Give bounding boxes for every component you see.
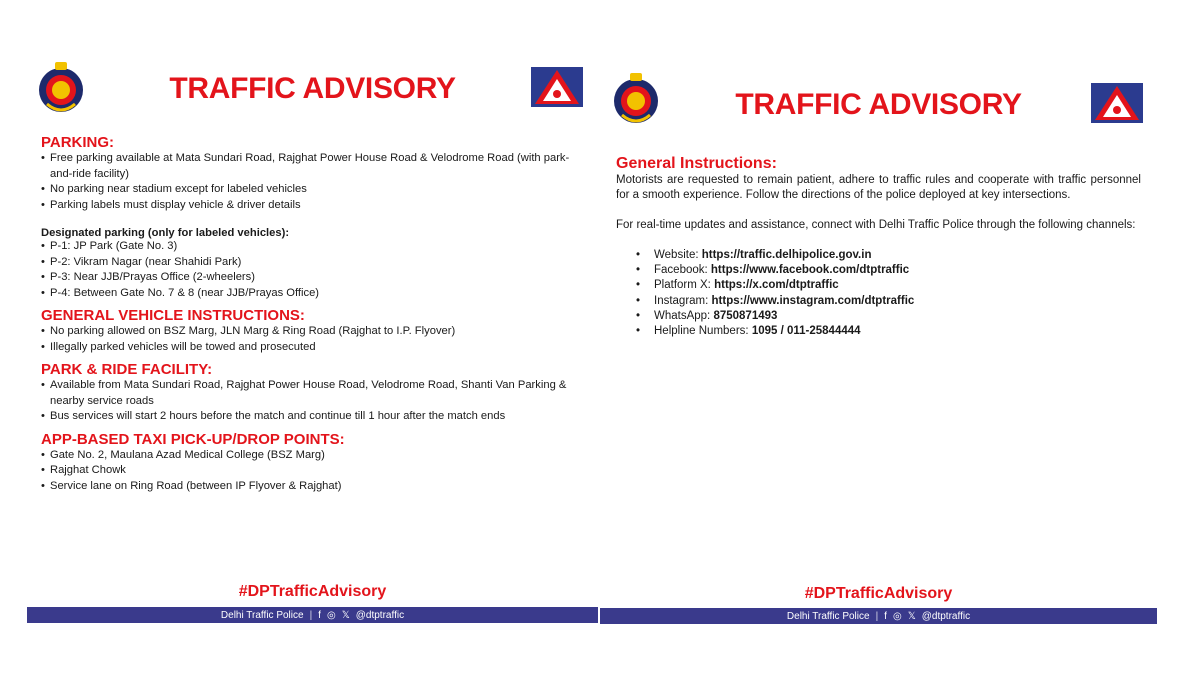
- instagram-link[interactable]: https://www.instagram.com/dtptraffic: [711, 294, 915, 307]
- x-icon: 𝕏: [341, 609, 350, 621]
- footer-handle: @dtptraffic: [921, 610, 971, 622]
- helpline-numbers: 1095 / 011-25844444: [751, 325, 861, 338]
- list-item: [616, 309, 1141, 324]
- whatsapp-number: 8750871493: [713, 309, 778, 322]
- instructions-paragraph: Motorists are requested to remain patient, adhere to traffic rules and cooperate with traffic personnel for a smooth experience. Follow the directions of the police deployed at key intersections.: [616, 174, 1141, 201]
- instagram-icon: ◎: [892, 610, 902, 622]
- footer-org: Delhi Traffic Police: [786, 610, 870, 622]
- footer-separator: |: [875, 610, 879, 622]
- list-item: • Illegally parked vehicles will be towed and prosecuted: [41, 340, 586, 356]
- traffic-police-logo: [1091, 83, 1143, 123]
- channel-label: Platform X:: [654, 279, 711, 292]
- channels-list: [616, 248, 1141, 339]
- advisory-panel-right: [600, 58, 1157, 628]
- channel-label: WhatsApp:: [654, 309, 711, 322]
- list-item: • Parking labels must display vehicle & driver details: [41, 198, 586, 214]
- list-item: • No parking allowed on BSZ Marg, JLN Marg & Ring Road (Rajghat to I.P. Flyover): [41, 324, 586, 340]
- list-item: • Available from Mata Sundari Road, Rajghat Power House Road, Velodrome Road, Shanti Van Parking & nearby service roads: [41, 378, 586, 409]
- footer-bar: [600, 608, 1157, 624]
- channel-label: Helpline Numbers:: [654, 325, 749, 338]
- facebook-link[interactable]: https://www.facebook.com/dtptraffic: [710, 264, 910, 277]
- list-item: • Rajghat Chowk: [41, 463, 586, 479]
- list-item: • No parking near stadium except for labeled vehicles: [41, 182, 586, 198]
- list-item: • Bus services will start 2 hours before the match and continue till 1 hour after the match ends: [41, 409, 586, 425]
- list-item: • Service lane on Ring Road (between IP Flyover & Rajghat): [41, 479, 586, 495]
- footer-org: Delhi Traffic Police: [220, 609, 304, 621]
- x-link[interactable]: https://x.com/dtptraffic: [714, 279, 839, 292]
- general-instructions-heading: General Instructions:: [616, 155, 777, 172]
- list-item: [616, 278, 1141, 293]
- list-item: [616, 248, 1141, 263]
- channel-label: Instagram:: [654, 294, 709, 307]
- instagram-icon: ◎: [326, 609, 336, 621]
- left-content: [41, 134, 586, 494]
- hashtag: #DPTrafficAdvisory: [804, 585, 953, 602]
- website-link[interactable]: https://traffic.delhipolice.gov.in: [701, 249, 872, 261]
- footer-bar: [27, 607, 598, 623]
- designated-parking-subheading: Designated parking (only for labeled vehicles):: [41, 227, 290, 239]
- section-heading-taxi-points: APP-BASED TAXI PICK-UP/DROP POINTS:: [41, 430, 345, 448]
- facebook-icon: f: [884, 610, 887, 622]
- facebook-icon: f: [318, 609, 321, 621]
- channels-intro-paragraph: For real-time updates and assistance, connect with Delhi Traffic Police through the following channels:: [616, 219, 1136, 231]
- list-item: • Free parking available at Mata Sundari Road, Rajghat Power House Road & Velodrome Road (with park-and-ride facility): [41, 151, 586, 182]
- right-content: [616, 155, 1141, 339]
- list-item: • P-2: Vikram Nagar (near Shahidi Park): [41, 255, 586, 271]
- x-icon: 𝕏: [907, 610, 916, 622]
- section-heading-park-and-ride: PARK & RIDE FACILITY:: [41, 361, 213, 378]
- traffic-police-logo: [531, 67, 583, 107]
- advisory-panel-left: [27, 58, 598, 628]
- hashtag: #DPTrafficAdvisory: [238, 583, 387, 600]
- section-heading-general-vehicle: GENERAL VEHICLE INSTRUCTIONS:: [41, 307, 305, 324]
- list-item: • P-4: Between Gate No. 7 & 8 (near JJB/Prayas Office): [41, 286, 586, 302]
- section-heading-parking: PARKING:: [41, 134, 115, 151]
- channel-label: Facebook:: [654, 264, 708, 277]
- footer-separator: |: [309, 609, 313, 621]
- channel-label: Website:: [654, 249, 699, 261]
- list-item: • P-1: JP Park (Gate No. 3): [41, 239, 586, 255]
- advisory-title: TRAFFIC ADVISORY: [169, 72, 456, 105]
- list-item: [616, 324, 1141, 339]
- advisory-title: TRAFFIC ADVISORY: [735, 88, 1022, 121]
- list-item: [616, 263, 1141, 278]
- list-item: • P-3: Near JJB/Prayas Office (2-wheelers): [41, 270, 586, 286]
- list-item: • Gate No. 2, Maulana Azad Medical College (BSZ Marg): [41, 448, 586, 464]
- list-item: [616, 294, 1141, 309]
- footer-handle: @dtptraffic: [355, 609, 405, 621]
